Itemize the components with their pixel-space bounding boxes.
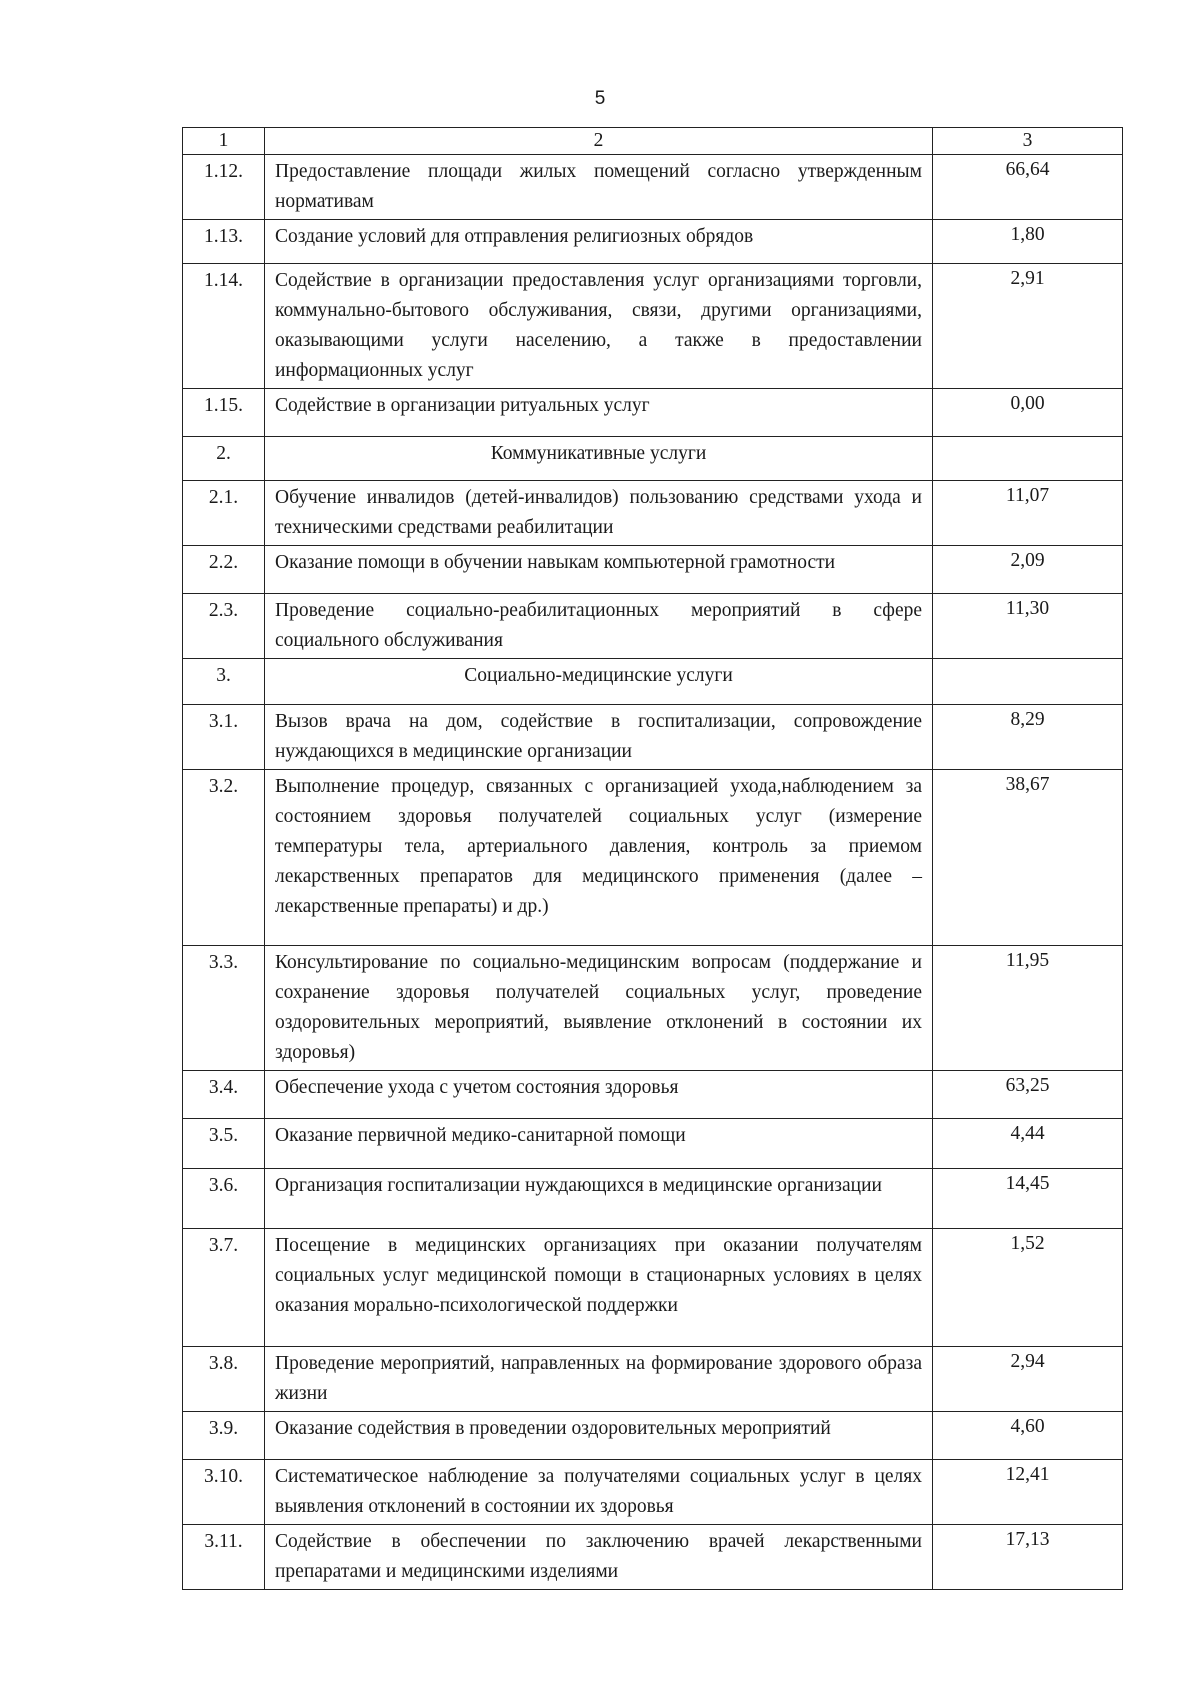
table-row: [183, 1119, 1123, 1169]
service-name: Выполнение процедур, связанных с организацией ухода,наблюдением за состоянием здоровья получателей социальных услуг (измерение температуры тела, артериального давления, контроль за приемом лекарственных препаратов для медицинского применения (далее – лекарственные препараты) и др.): [265, 770, 933, 946]
table-header-row: [183, 128, 1123, 155]
table-row: [183, 220, 1123, 264]
service-name: Содействие в организации предоставления услуг организациями торговли, коммунально-бытового обслуживания, связи, другими организациями, оказывающими услуги населению, а также в предоставлении информационных услуг: [265, 264, 933, 389]
row-number: 3.6.: [183, 1169, 265, 1229]
service-value: 2,94: [933, 1347, 1123, 1412]
section-row: [183, 437, 1123, 481]
service-value: 11,30: [933, 594, 1123, 659]
service-name: Содействие в организации ритуальных услуг: [265, 389, 933, 437]
row-number: 3.: [183, 659, 265, 705]
row-number: 3.8.: [183, 1347, 265, 1412]
row-number: 2.2.: [183, 546, 265, 594]
table-row: [183, 1169, 1123, 1229]
header-col-number: 1: [183, 128, 265, 155]
table-row: [183, 594, 1123, 659]
row-number: 3.3.: [183, 946, 265, 1071]
service-name: Посещение в медицинских организациях при оказании получателям социальных услуг медицинской помощи в стационарных условиях в целях оказания морально-психологической поддержки: [265, 1229, 933, 1347]
service-name: Вызов врача на дом, содействие в госпитализации, сопровождение нуждающихся в медицинские организации: [265, 705, 933, 770]
table-row: [183, 1071, 1123, 1119]
header-col-value: 3: [933, 128, 1123, 155]
service-name: Проведение мероприятий, направленных на формирование здорового образа жизни: [265, 1347, 933, 1412]
table-row: [183, 1460, 1123, 1525]
services-table: [182, 127, 1123, 1590]
service-value: 0,00: [933, 389, 1123, 437]
section-row: [183, 659, 1123, 705]
service-value: 12,41: [933, 1460, 1123, 1525]
table-row: [183, 946, 1123, 1071]
service-name: Создание условий для отправления религиозных обрядов: [265, 220, 933, 264]
table-row: [183, 705, 1123, 770]
service-value: 38,67: [933, 770, 1123, 946]
table-row: [183, 1229, 1123, 1347]
service-name: Обучение инвалидов (детей-инвалидов) пользованию средствами ухода и техническими средствами реабилитации: [265, 481, 933, 546]
row-number: 1.13.: [183, 220, 265, 264]
section-title: Социально-медицинские услуги: [265, 659, 933, 705]
table-row: [183, 770, 1123, 946]
table-row: [183, 264, 1123, 389]
service-value: 63,25: [933, 1071, 1123, 1119]
table-row: [183, 546, 1123, 594]
service-value: 8,29: [933, 705, 1123, 770]
service-value: 11,07: [933, 481, 1123, 546]
row-number: 3.2.: [183, 770, 265, 946]
row-number: 1.15.: [183, 389, 265, 437]
service-value: 66,64: [933, 155, 1123, 220]
row-number: 3.4.: [183, 1071, 265, 1119]
service-value: 4,60: [933, 1412, 1123, 1460]
header-col-service: 2: [265, 128, 933, 155]
table-body: [183, 128, 1123, 1590]
page-number: 5: [594, 88, 606, 109]
service-value: 1,80: [933, 220, 1123, 264]
row-number: 1.14.: [183, 264, 265, 389]
table-row: [183, 1347, 1123, 1412]
row-number: 2.1.: [183, 481, 265, 546]
service-value: 2,91: [933, 264, 1123, 389]
service-value: 4,44: [933, 1119, 1123, 1169]
service-name: Консультирование по социально-медицинским вопросам (поддержание и сохранение здоровья получателей социальных услуг, проведение оздоровительных мероприятий, выявление отклонений в состоянии их здоровья): [265, 946, 933, 1071]
service-name: Оказание помощи в обучении навыкам компьютерной грамотности: [265, 546, 933, 594]
service-value: 17,13: [933, 1525, 1123, 1590]
service-value: 11,95: [933, 946, 1123, 1071]
table-row: [183, 481, 1123, 546]
service-name: Обеспечение ухода с учетом состояния здоровья: [265, 1071, 933, 1119]
service-value: [933, 659, 1123, 705]
service-name: Систематическое наблюдение за получателями социальных услуг в целях выявления отклонений в состоянии их здоровья: [265, 1460, 933, 1525]
service-value: 2,09: [933, 546, 1123, 594]
service-value: [933, 437, 1123, 481]
row-number: 3.1.: [183, 705, 265, 770]
row-number: 3.7.: [183, 1229, 265, 1347]
section-title: Коммуникативные услуги: [265, 437, 933, 481]
table-row: [183, 389, 1123, 437]
table-row: [183, 1525, 1123, 1590]
service-name: Предоставление площади жилых помещений согласно утвержденным нормативам: [265, 155, 933, 220]
service-name: Организация госпитализации нуждающихся в медицинские организации: [265, 1169, 933, 1229]
service-value: 1,52: [933, 1229, 1123, 1347]
row-number: 1.12.: [183, 155, 265, 220]
row-number: 3.9.: [183, 1412, 265, 1460]
row-number: 3.5.: [183, 1119, 265, 1169]
service-value: 14,45: [933, 1169, 1123, 1229]
row-number: 2.3.: [183, 594, 265, 659]
table-row: [183, 1412, 1123, 1460]
row-number: 3.11.: [183, 1525, 265, 1590]
row-number: 3.10.: [183, 1460, 265, 1525]
row-number: 2.: [183, 437, 265, 481]
service-name: Оказание содействия в проведении оздоровительных мероприятий: [265, 1412, 933, 1460]
table-row: [183, 155, 1123, 220]
service-name: Проведение социально-реабилитационных мероприятий в сфере социального обслуживания: [265, 594, 933, 659]
service-name: Содействие в обеспечении по заключению врачей лекарственными препаратами и медицинскими изделиями: [265, 1525, 933, 1590]
service-name: Оказание первичной медико-санитарной помощи: [265, 1119, 933, 1169]
